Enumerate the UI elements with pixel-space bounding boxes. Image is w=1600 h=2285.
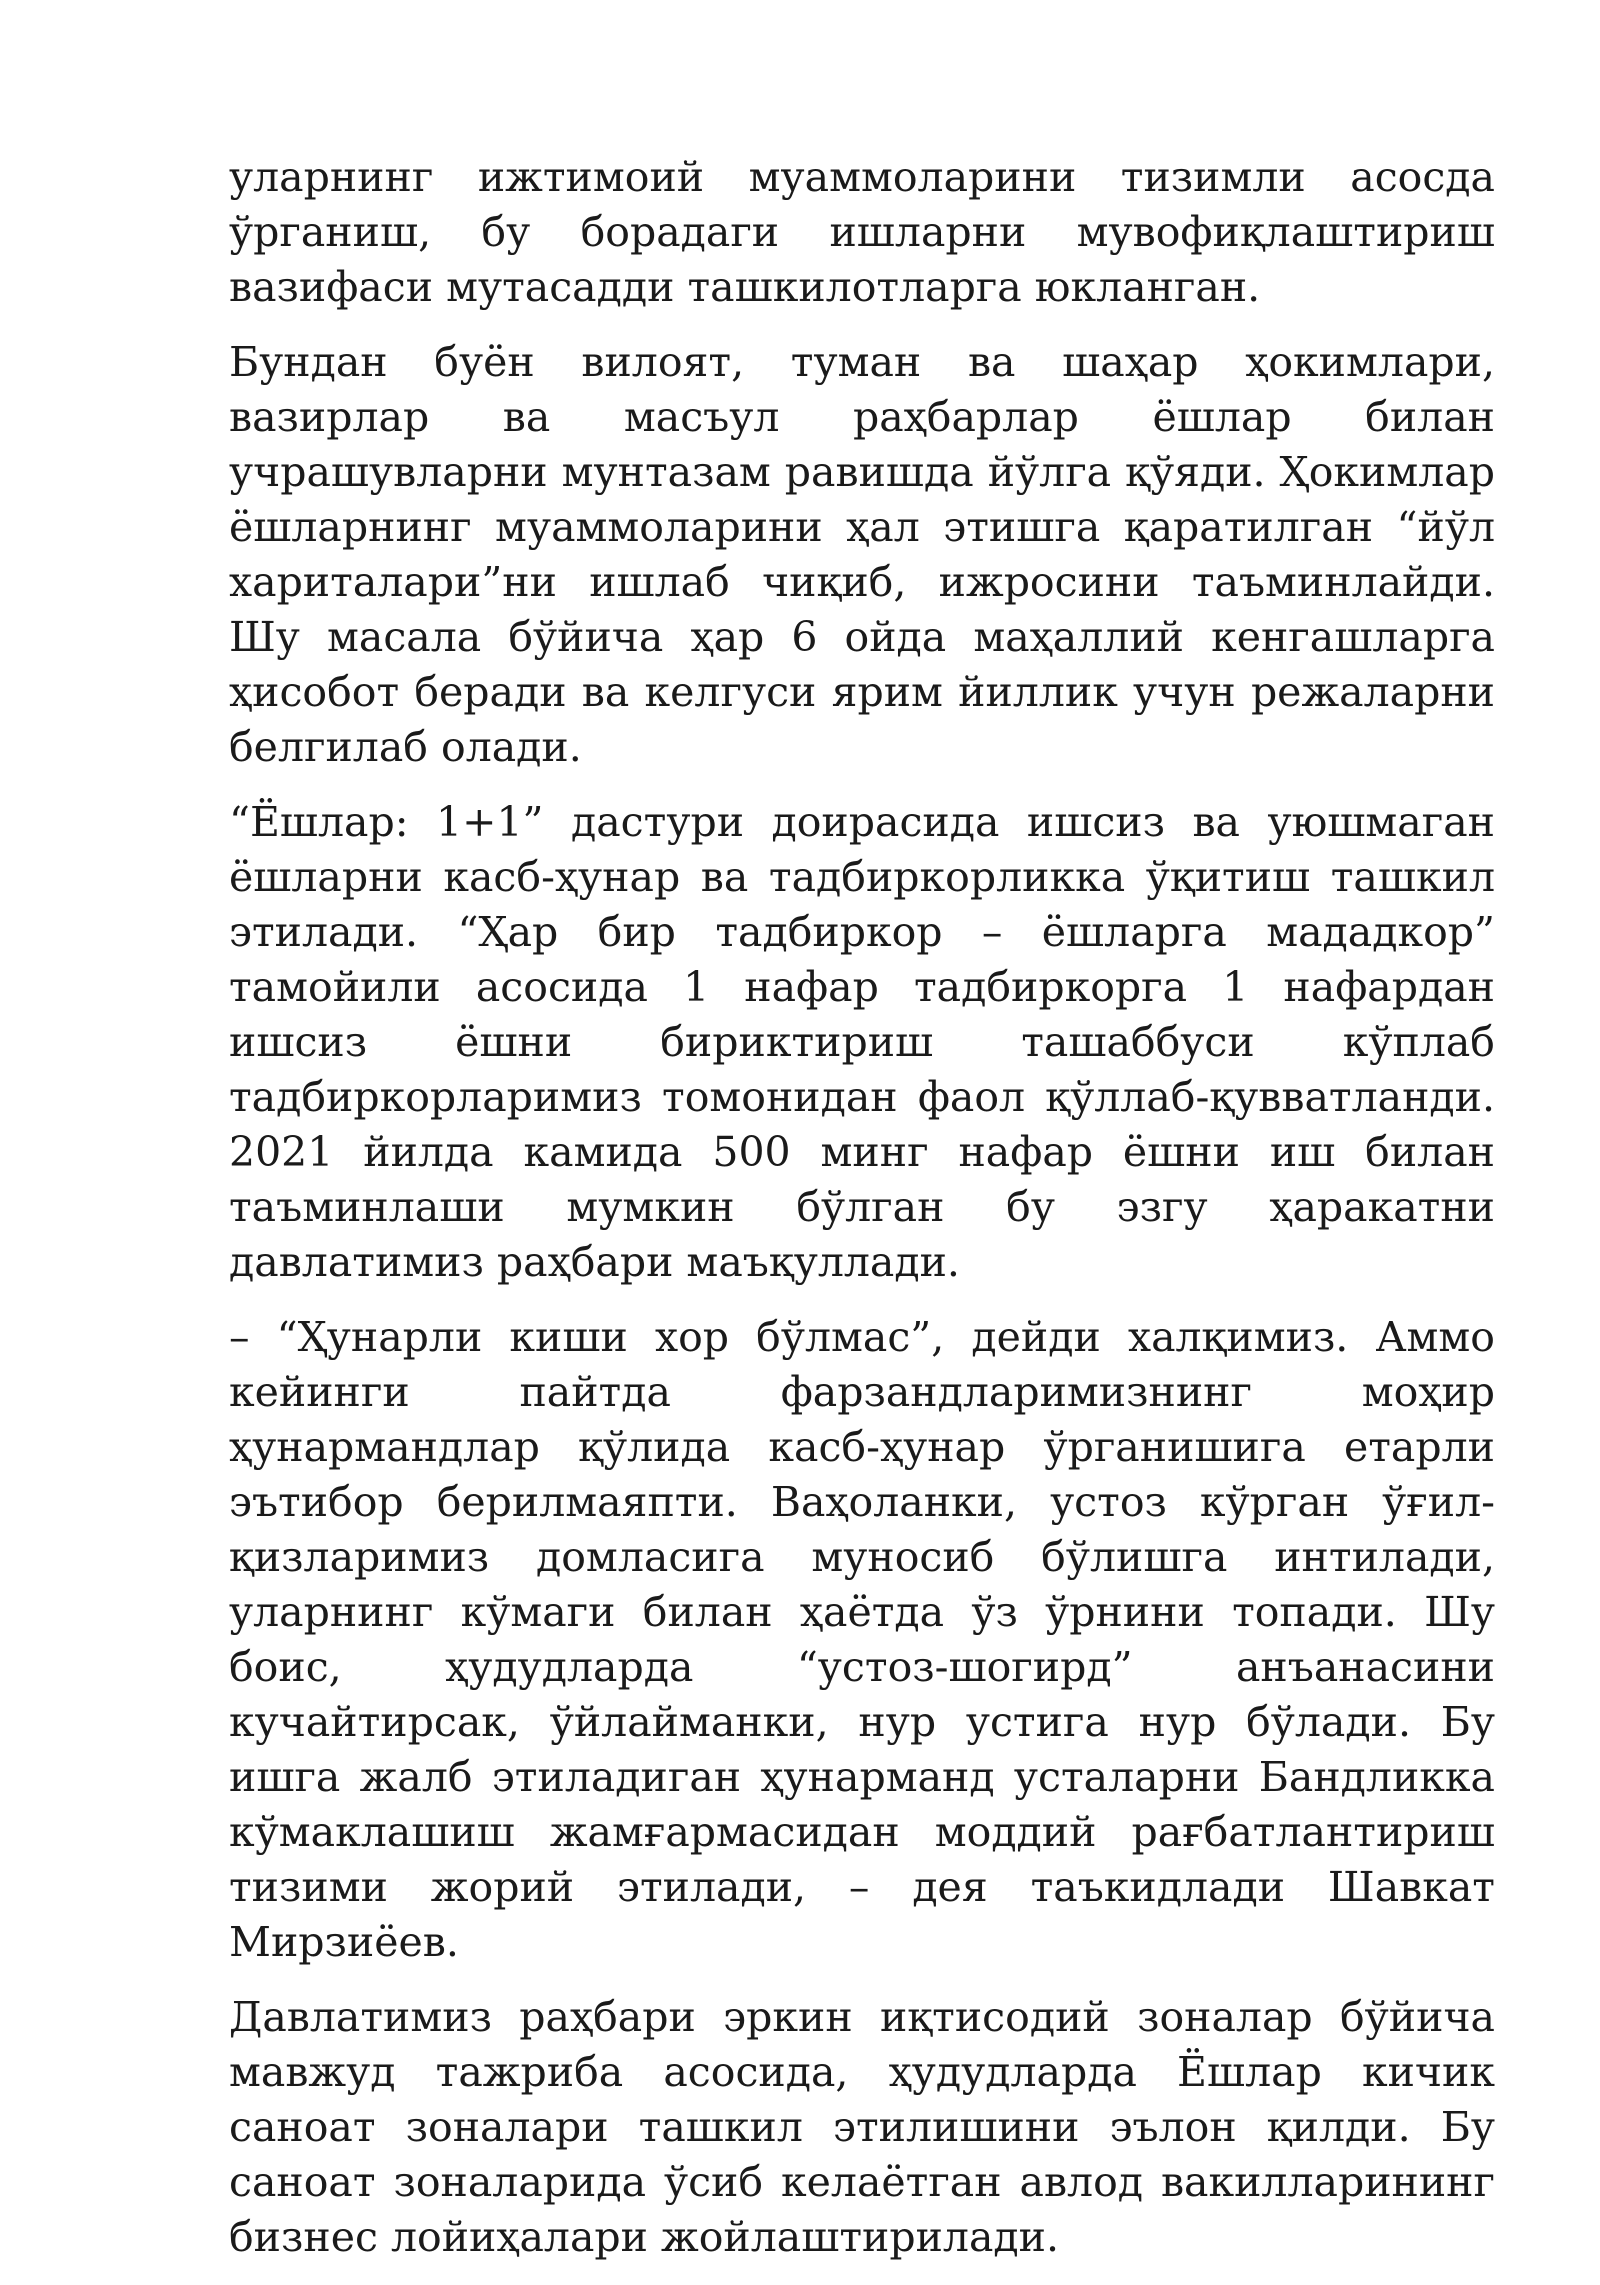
document-page bbox=[229, 150, 1495, 2285]
paragraph-5: Давлатимиз раҳбари эркин иқтисодий зоналар бўйича мавжуд тажриба асосида, ҳудудларда Ёшлар кичик саноат зоналари ташкил этилишини эълон қилди. Бу саноат зоналарида ўсиб келаётган авлод вакилларининг бизнес лойиҳалари жойлаштирилади. bbox=[229, 1993, 1495, 2261]
paragraph-3: “Ёшлар: 1+1” дастури доирасида ишсиз ва уюшмаган ёшларни касб-ҳунар ва тадбиркорликка ўқитиш ташкил этилади. “Ҳар бир тадбиркор – ёшларга мададкор” тамойили асосида 1 нафар тадбиркорга 1 нафардан ишсиз ёшни бириктириш ташаббуси кўплаб тадбиркорларимиз томонидан фаол қўллаб-қувватланди. 2021 йилда камида 500 минг нафар ёшни иш билан таъминлаши мумкин бўлган бу эзгу ҳаракатни давлатимиз раҳбари маъқуллади. bbox=[229, 798, 1495, 1286]
paragraph-1: уларнинг ижтимоий муаммоларини тизимли асосда ўрганиш, бу борадаги ишларни мувофиқлаштириш вазифаси мутасадди ташкилотларга юкланган. bbox=[229, 153, 1495, 311]
paragraph-2: Бундан буён вилоят, туман ва шаҳар ҳокимлари, вазирлар ва масъул раҳбарлар ёшлар билан учрашувларни мунтазам равишда йўлга қўяди. Ҳокимлар ёшларнинг муаммоларини ҳал этишга қаратилган “йўл хариталари”ни ишлаб чиқиб, ижросини таъминлайди. Шу масала бўйича ҳар 6 ойда маҳаллий кенгашларга ҳисобот беради ва келгуси ярим йиллик учун режаларни белгилаб олади. bbox=[229, 338, 1495, 771]
paragraph-4: – “Ҳунарли киши хор бўлмас”, дейди халқимиз. Аммо кейинги пайтда фарзандларимизнинг моҳир ҳунармандлар қўлида касб-ҳунар ўрганишига етарли эътибор берилмаяпти. Ваҳоланки, устоз кўрган ўғил-қизларимиз домласига муносиб бўлишга интилади, уларнинг кўмаги билан ҳаётда ўз ўрнини топади. Шу боис, ҳудудларда “устоз-шогирд” анъанасини кучайтирсак, ўйлайманки, нур устига нур бўлади. Бу ишга жалб этиладиган ҳунарманд усталарни Бандликка кўмаклашиш жамғармасидан моддий рағбатлантириш тизими жорий этилади, – дея таъкидлади Шавкат Мирзиёев. bbox=[229, 1313, 1495, 1966]
